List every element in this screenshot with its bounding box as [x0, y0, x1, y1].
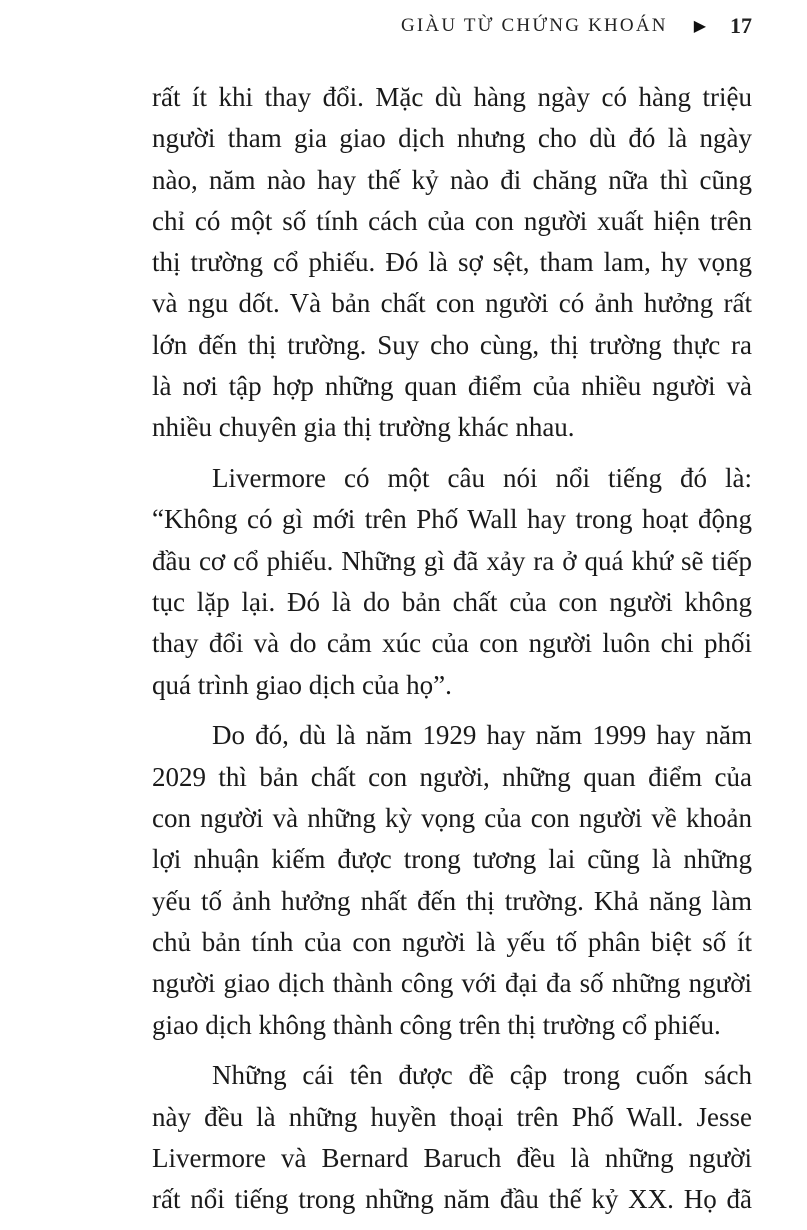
text-line: chủ bản tính của con người là yếu tố phân biệt số ít: [152, 926, 752, 957]
text-line: là nơi tập hợp những quan điểm của nhiều người và: [152, 371, 752, 402]
text-line: thị trường cổ phiếu. Đó là sợ sệt, tham lam, hy vọng: [152, 247, 752, 278]
text-line: nhiều chuyên gia thị trường khác nhau.: [152, 412, 575, 443]
paragraph: [152, 458, 752, 706]
text-line: đầu cơ cổ phiếu. Những gì đã xảy ra ở quá khứ sẽ tiếp: [152, 545, 752, 576]
text-line: giao dịch không thành công trên thị trường cổ phiếu.: [152, 1009, 721, 1040]
text-line: chỉ có một số tính cách của con người xuất hiện trên: [152, 205, 752, 236]
text-line: yếu tố ảnh hưởng nhất đến thị trường. Khả năng làm: [152, 885, 752, 916]
text-line: này đều là những huyền thoại trên Phố Wall. Jesse: [152, 1101, 752, 1132]
text-line: tục lặp lại. Đó là do bản chất của con người không: [152, 587, 752, 618]
text-line: Do đó, dù là năm 1929 hay năm 1999 hay năm: [212, 720, 752, 751]
right-triangle-icon: ▶: [693, 18, 706, 35]
body-text: [152, 77, 752, 1230]
text-line: và ngu dốt. Và bản chất con người có ảnh hưởng rất: [152, 288, 752, 319]
text-line: lớn đến thị trường. Suy cho cùng, thị trường thực ra: [152, 329, 752, 360]
paragraph: [152, 715, 752, 1045]
text-line: rất nổi tiếng trong những năm đầu thế kỷ XX. Họ đã: [152, 1184, 752, 1215]
text-line: “Không có gì mới trên Phố Wall hay trong hoạt động: [152, 504, 752, 535]
text-line: lợi nhuận kiếm được trong tương lai cũng là những: [152, 844, 752, 875]
text-line: 2029 thì bản chất con người, những quan điểm của: [152, 761, 752, 792]
text-line: Những cái tên được đề cập trong cuốn sách: [212, 1060, 752, 1091]
text-line: người giao dịch thành công với đại đa số những người: [152, 968, 752, 999]
paragraph: [152, 77, 752, 449]
book-title: GIÀU TỪ CHỨNG KHOÁN: [400, 15, 668, 36]
paragraph: [152, 1055, 752, 1220]
page-number: 17: [730, 13, 752, 38]
text-line: Livermore và Bernard Baruch đều là những người: [152, 1142, 752, 1173]
text-line: nào, năm nào hay thế kỷ nào đi chăng nữa thì cũng: [152, 164, 752, 195]
text-line: Livermore có một câu nói nổi tiếng đó là:: [212, 463, 752, 494]
text-line: thay đổi và do cảm xúc của con người luôn chi phối: [152, 628, 752, 659]
text-line: người tham gia giao dịch nhưng cho dù đó là ngày: [152, 123, 752, 154]
text-line: con người và những kỳ vọng của con người về khoản: [152, 803, 752, 834]
text-line: quá trình giao dịch của họ”.: [152, 669, 452, 700]
running-header: [401, 10, 752, 42]
text-line: rất ít khi thay đổi. Mặc dù hàng ngày có hàng triệu: [152, 82, 752, 112]
